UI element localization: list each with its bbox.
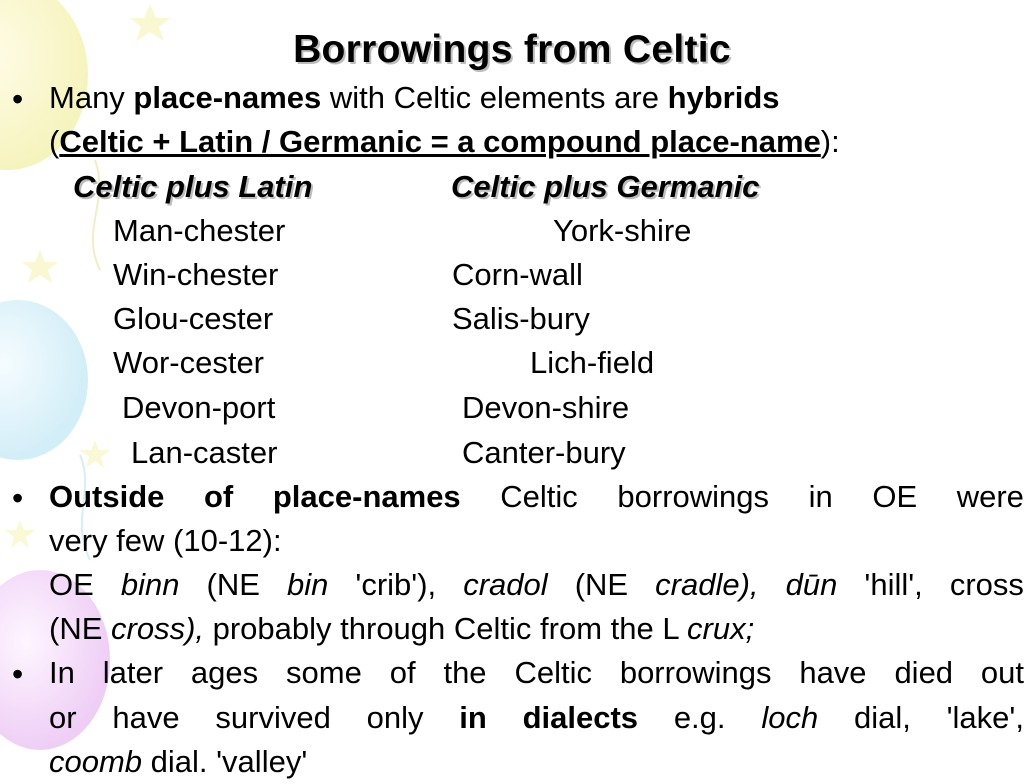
bullet-2-line-2: very few (10-12):	[49, 523, 282, 558]
germanic-placename: Canter-bury	[462, 435, 626, 470]
text: dial. 'valley'	[142, 744, 308, 779]
text: crux;	[687, 611, 755, 646]
text: with Celtic elements are	[321, 80, 668, 115]
word: the	[443, 655, 487, 690]
text: (NE	[49, 611, 111, 646]
word: 'lake',	[946, 700, 1024, 735]
word: cradle),	[655, 567, 759, 602]
word: died	[894, 655, 954, 690]
word: later	[102, 655, 164, 690]
word: binn	[120, 567, 180, 602]
word: (NE	[574, 567, 629, 602]
word: out	[980, 655, 1024, 690]
bullet-2-line-1	[49, 475, 1024, 519]
germanic-placename: York-shire	[553, 213, 692, 248]
latin-placename: Lan-caster	[131, 435, 278, 470]
word: have	[799, 655, 867, 690]
latin-placename: Glou-cester	[113, 301, 274, 336]
compound-formula: Celtic + Latin / Germanic = a compound place-name	[59, 124, 821, 159]
bold-term-hybrids: hybrids	[667, 80, 780, 115]
latin-placename: Wor-cester	[113, 345, 265, 380]
bullet-marker: •	[12, 480, 24, 516]
word: In	[49, 655, 75, 690]
word: cross	[949, 567, 1024, 602]
bullet-2-line-3	[49, 563, 1024, 607]
bullet-3-line-2	[49, 696, 1024, 740]
word: dūn	[785, 567, 838, 602]
germanic-placename: Salis-bury	[452, 301, 590, 336]
word: in	[808, 479, 833, 514]
bullet-2-line-4	[49, 607, 754, 651]
column-heading-celtic-germanic: Celtic plus Germanic	[451, 169, 760, 204]
text: Many	[49, 80, 134, 115]
word: bin	[286, 567, 329, 602]
latin-placename: Man-chester	[113, 213, 286, 248]
text: ):	[820, 124, 840, 159]
bullet-3-line-1	[49, 651, 1024, 695]
word: of	[389, 655, 416, 690]
word: dial,	[853, 700, 911, 735]
word: borrowings	[619, 655, 772, 690]
word: coomb	[49, 744, 143, 779]
word: place-names	[272, 479, 461, 514]
word: loch	[761, 700, 819, 735]
word: some	[286, 655, 362, 690]
word: survived	[215, 700, 331, 735]
slide-title: Borrowings from Celtic	[293, 28, 731, 71]
word: or	[49, 700, 77, 735]
word: Celtic	[514, 655, 592, 690]
text: (	[49, 124, 60, 159]
word: only	[366, 700, 424, 735]
bullet-3-line-3	[49, 740, 307, 784]
word: have	[112, 700, 180, 735]
bold-term-place-names: place-names	[133, 80, 322, 115]
word: Outside	[49, 479, 165, 514]
germanic-placename: Devon-shire	[462, 390, 630, 425]
word: (NE	[206, 567, 260, 602]
bullet-1-line-1	[49, 76, 780, 120]
bullet-1-line-2	[49, 120, 840, 164]
text: probably through Celtic from the L	[204, 611, 688, 646]
word: were	[956, 479, 1024, 514]
word: e.g.	[673, 700, 726, 735]
bold-term-in-dialects: in dialects	[459, 700, 639, 735]
word: OE	[49, 567, 94, 602]
germanic-placename: Lich-field	[530, 345, 655, 380]
column-heading-celtic-latin: Celtic plus Latin	[73, 169, 313, 204]
bullet-marker: •	[12, 81, 24, 117]
word: 'crib'),	[355, 567, 437, 602]
word: cradol	[463, 567, 548, 602]
bullet-marker: •	[12, 656, 24, 692]
word: ages	[190, 655, 259, 690]
germanic-placename: Corn-wall	[452, 257, 583, 292]
word: Celtic	[500, 479, 578, 514]
latin-placename: Devon-port	[122, 390, 276, 425]
latin-placename: Win-chester	[113, 257, 279, 292]
word: borrowings	[617, 479, 770, 514]
word: OE	[872, 479, 918, 514]
word: of	[204, 479, 234, 514]
text: cross),	[111, 611, 204, 646]
word: 'hill',	[864, 567, 923, 602]
